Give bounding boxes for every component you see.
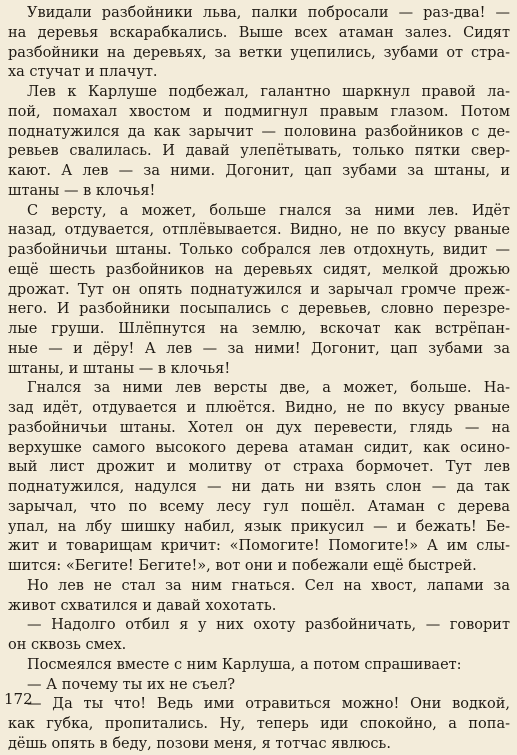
text-line: кают. А лев — за ними. Догонит, цап зубами за штаны, и: [8, 163, 510, 179]
text-line: зарычал, что по всему лесу гул пошёл. Атаман с дерева: [8, 498, 510, 515]
text-line: Посмеялся вместе с ним Карлуша, а потом спрашивает:: [27, 656, 462, 673]
text-line: — Да ты что! Ведь ими отравиться можно! Они водкой,: [27, 696, 510, 713]
text-line: верхушке самого высокого дерева атаман сидит, как осино-: [8, 439, 510, 456]
text-line: зад идёт, отдувается и плюётся. Видно, не по вкусу рваные: [8, 400, 510, 416]
text-line: ха стучат и плачут.: [8, 64, 158, 81]
text-line: поднатужился, надулся — ни дать ни взять слон — да так: [8, 479, 510, 495]
text-line: него. И разбойники посыпались с деревьев, словно перезре-: [8, 301, 510, 318]
text-line: поднатужился да как зарычит — половина разбойников с де-: [8, 123, 510, 140]
text-line: ные — и дёру! А лев — за ними! Догонит, цап зубами за: [8, 340, 510, 357]
text-line: Но лев не стал за ним гнаться. Сел на хвост, лапами за: [27, 577, 510, 594]
text-line: как губка, пропитались. Ну, теперь иди спокойно, а попа-: [8, 716, 510, 732]
text-line: вый лист дрожит и молитву от страха бормочет. Тут лев: [8, 459, 510, 476]
text-line: упал, на лбу шишку набил, язык прикусил — и бежать! Бе-: [8, 518, 510, 535]
text-line: ещё шесть разбойников на деревьях сидят, мелкой дрожью: [8, 261, 510, 278]
text-line: дёшь опять в беду, позови меня, я тотчас явлюсь.: [8, 735, 391, 752]
text-line: С версту, а может, больше гнался за ними лев. Идёт: [27, 202, 510, 219]
text-line: шится: «Бегите! Бегите!», вот они и побежали ещё быстрей.: [8, 558, 477, 574]
text-line: разбойники на деревьях, за ветки уцепились, зубами от стра-: [8, 44, 510, 61]
text-line: — А почему ты их не съел?: [27, 676, 236, 693]
text-line: штаны, и штаны — в клочья!: [8, 360, 231, 377]
text-line: живот схватился и давай хохотать.: [8, 597, 277, 614]
text-line: лые груши. Шлёпнутся на землю, вскочат как встрёпан-: [8, 321, 510, 337]
text-line: разбойничьи штаны. Хотел он дух перевести, глядь — на: [8, 419, 510, 436]
text-line: пой, помахал хвостом и подмигнул правым глазом. Потом: [8, 103, 510, 120]
text-line: на деревья вскарабкались. Выше всех атаман залез. Сидят: [8, 24, 510, 41]
text-line: разбойничьи штаны. Только собрался лев отдохнуть, видит —: [8, 242, 510, 258]
text-line: Гнался за ними лев версты две, а может, больше. На-: [27, 380, 510, 397]
text-line: ревьев свалилась. И давай улепётывать, только пятки свер-: [8, 143, 510, 160]
page-number: 172: [4, 690, 33, 708]
text-line: штаны — в клочья!: [8, 182, 156, 199]
text-line: — Надолго отбил я у них охоту разбойничать, — говорит: [27, 617, 510, 634]
text-line: дрожат. Тут он опять поднатужился и зарычал громче преж-: [8, 281, 510, 298]
text-line: жит и товарищам кричит: «Помогите! Помогите!» А им слы-: [8, 538, 510, 555]
text-line: он сквозь смех.: [8, 637, 127, 653]
page-text: [8, 4, 510, 755]
text-line: назад, отдувается, отплёвывается. Видно, не по вкусу рваные: [8, 222, 510, 239]
text-line: Лев к Карлуше подбежал, галантно шаркнул правой ла-: [27, 84, 510, 100]
text-line: Увидали разбойники льва, палки побросали — раз-два! —: [27, 5, 510, 21]
